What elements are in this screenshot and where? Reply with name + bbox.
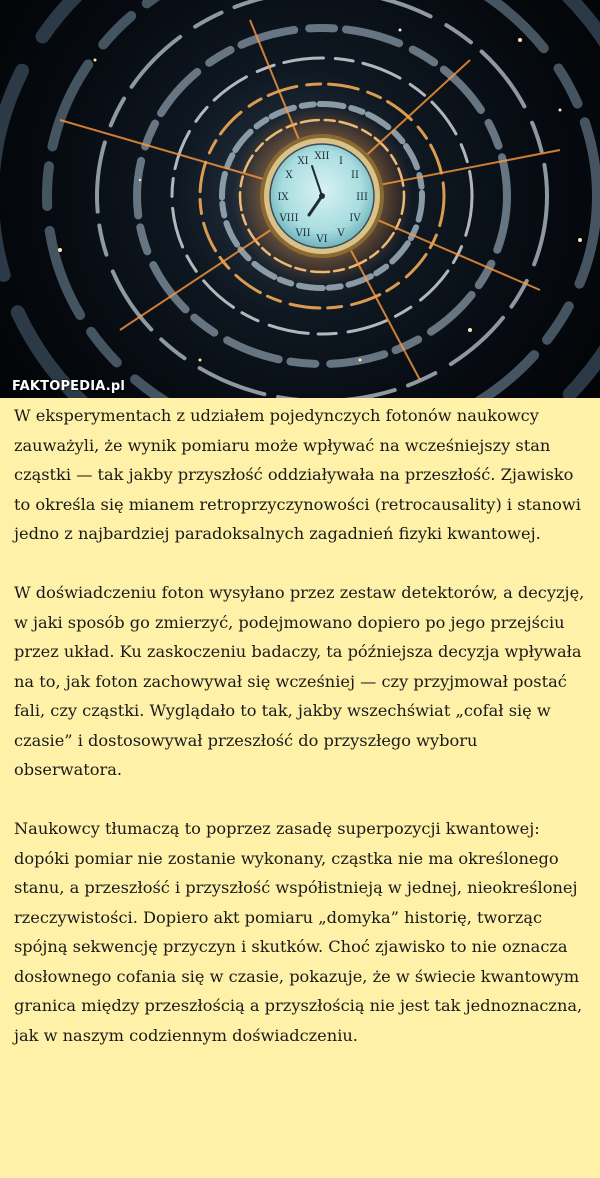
article-paragraph-3: Naukowcy tłumaczą to poprzez zasadę superpozycji kwantowej: dopóki pomiar nie zostanie wykonany, cząstka nie ma określonego stanu, a przeszłość i przyszłość współistnieją w jednej, nieokreślonej rzeczywistości. Dopiero akt pomiaru „domyka” historię, tworząc spójną sekwencję przyczyn i skutków. Choć zjawisko to nie oznacza dosłownego cofania się w czasie, pokazuje, że w świecie kwantowym granica między przeszłością a przyszłością nie jest tak jednoznaczna, jak w naszym codziennym doświadczeniu. <box>14 819 583 1045</box>
svg-text:VI: VI <box>316 234 328 245</box>
article-paragraph-1: W eksperymentach z udziałem pojedynczych fotonów naukowcy zauważyli, że wynik pomiaru może wpływać na wcześniejszy stan cząstki — tak jakby przyszłość oddziaływała na przeszłość. Zjawisko to określa się mianem retroprzyczynowości (retrocausality) i stanowi jedno z najbardziej paradoksalnych zagadnień fizyki kwantowej. <box>14 406 581 543</box>
svg-text:VII: VII <box>295 228 311 239</box>
svg-text:VIII: VIII <box>279 213 299 224</box>
clock-tunnel-image <box>0 0 600 398</box>
svg-text:II: II <box>351 170 359 181</box>
svg-text:V: V <box>337 228 345 239</box>
article-paragraph-2: W doświadczeniu foton wysyłano przez zestaw detektorów, a decyzję, w jaki sposób go zmierzyć, podejmowano dopiero po jego przejściu przez układ. Ku zaskoczeniu badaczy, ta późniejsza decyzja wpływała na to, jak foton zachowywał się wcześniej — czy przyjmował postać fali, czy cząstki. Wyglądało to tak, jakby wszechświat „cofał się w czasie” i dostosowywał przeszłość do przyszłego wyboru obserwatora. <box>14 583 585 779</box>
svg-text:XII: XII <box>314 151 330 162</box>
svg-text:III: III <box>356 192 368 203</box>
svg-text:IX: IX <box>277 192 289 203</box>
svg-text:X: X <box>285 170 293 181</box>
article-body <box>0 398 600 1050</box>
svg-text:IV: IV <box>349 213 361 224</box>
svg-text:XI: XI <box>297 156 309 167</box>
svg-text:I: I <box>339 156 343 167</box>
hero-image <box>0 0 600 398</box>
watermark-logo: FAKTOPEDIA.pl <box>12 379 126 394</box>
